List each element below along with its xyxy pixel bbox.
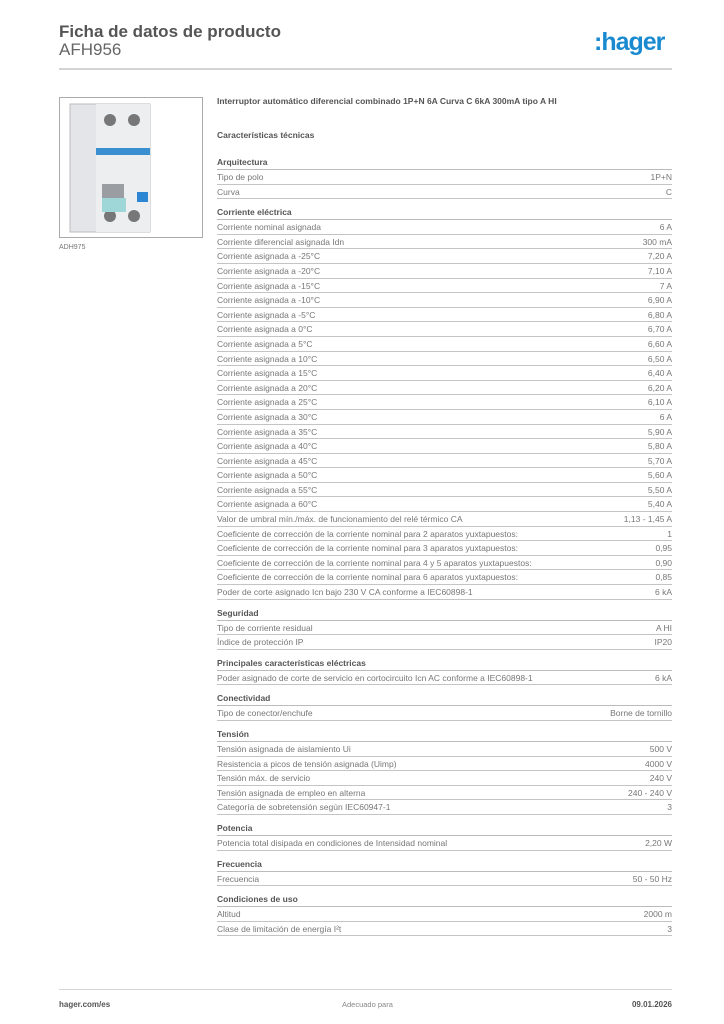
spec-row xyxy=(217,621,672,636)
spec-value: 3 xyxy=(667,923,672,934)
spec-row xyxy=(217,410,672,425)
spec-row xyxy=(217,337,672,352)
spec-label: Corriente asignada a 40°C xyxy=(217,441,318,452)
spec-content xyxy=(217,95,672,936)
spec-row xyxy=(217,585,672,600)
spec-row xyxy=(217,249,672,264)
spec-value: 300 mA xyxy=(642,236,672,247)
spec-row xyxy=(217,541,672,556)
header-divider xyxy=(59,68,672,70)
spec-section xyxy=(217,727,672,815)
spec-section xyxy=(217,656,672,686)
spec-row xyxy=(217,497,672,512)
footer-divider xyxy=(59,989,672,990)
spec-label: Valor de umbral mín./máx. de funcionamiento del relé térmico CA xyxy=(217,514,463,525)
page-title: Ficha de datos de producto xyxy=(59,22,281,41)
spec-section xyxy=(217,155,672,199)
spec-row xyxy=(217,308,672,323)
spec-value: 0,85 xyxy=(655,572,672,583)
spec-value: 5,80 A xyxy=(647,441,672,452)
spec-value: 2,20 W xyxy=(645,837,672,848)
spec-row xyxy=(217,439,672,454)
spec-label: Tipo de conector/enchufe xyxy=(217,708,313,719)
spec-section xyxy=(217,821,672,851)
spec-label: Tipo de corriente residual xyxy=(217,622,313,633)
spec-label: Coeficiente de corrección de la corriente nominal para 4 y 5 aparatos yuxtapuestos: xyxy=(217,557,532,568)
spec-row xyxy=(217,220,672,235)
spec-row xyxy=(217,742,672,757)
spec-section xyxy=(217,857,672,887)
footer-center: Adecuado para xyxy=(342,1000,393,1009)
section-title: Tensión xyxy=(217,727,672,742)
spec-value: 7,10 A xyxy=(647,265,672,276)
spec-label: Corriente asignada a 10°C xyxy=(217,353,318,364)
spec-value: 1P+N xyxy=(650,172,672,182)
spec-label: Corriente asignada a 35°C xyxy=(217,426,318,437)
section-title: Principales características eléctricas xyxy=(217,656,672,671)
hager-logo: :hager xyxy=(594,28,665,56)
section-title: Seguridad xyxy=(217,606,672,621)
spec-value: 7,20 A xyxy=(647,251,672,262)
spec-row xyxy=(217,235,672,250)
spec-label: Corriente nominal asignada xyxy=(217,222,321,233)
spec-label: Altitud xyxy=(217,909,241,920)
spec-row xyxy=(217,395,672,410)
spec-label: Coeficiente de corrección de la corriente nominal para 2 aparatos yuxtapuestos: xyxy=(217,528,518,539)
spec-value: 6,10 A xyxy=(647,397,672,408)
spec-row xyxy=(217,671,672,686)
spec-value: 4000 V xyxy=(645,758,672,769)
spec-label: Corriente asignada a 60°C xyxy=(217,499,318,510)
spec-value: 5,40 A xyxy=(647,499,672,510)
section-title: Frecuencia xyxy=(217,857,672,872)
spec-label: Corriente asignada a 45°C xyxy=(217,455,318,466)
image-caption: ADH975 xyxy=(59,244,86,251)
spec-row xyxy=(217,570,672,585)
spec-row xyxy=(217,468,672,483)
spec-value: 5,90 A xyxy=(647,426,672,437)
spec-row xyxy=(217,381,672,396)
spec-value: 6 A xyxy=(659,411,672,422)
spec-label: Clase de limitación de energía I²t xyxy=(217,923,342,934)
spec-label: Tensión máx. de servicio xyxy=(217,773,311,784)
spec-row xyxy=(217,454,672,469)
spec-label: Corriente diferencial asignada Idn xyxy=(217,236,345,247)
spec-label: Corriente asignada a 55°C xyxy=(217,484,318,495)
spec-label: Corriente asignada a 30°C xyxy=(217,411,318,422)
spec-label: Tensión asignada de empleo en alterna xyxy=(217,787,366,798)
spec-row xyxy=(217,293,672,308)
spec-value: 6,90 A xyxy=(647,295,672,306)
spec-value: 2000 m xyxy=(643,909,672,920)
spec-row xyxy=(217,527,672,542)
spec-row xyxy=(217,872,672,887)
spec-label: Corriente asignada a -10°C xyxy=(217,295,321,306)
spec-value: 500 V xyxy=(649,744,672,754)
spec-label: Tipo de polo xyxy=(217,172,264,182)
spec-value: 6 kA xyxy=(654,587,672,598)
spec-value: 6,20 A xyxy=(647,382,672,393)
spec-row xyxy=(217,907,672,922)
spec-row xyxy=(217,556,672,571)
spec-label: Corriente asignada a 25°C xyxy=(217,397,318,408)
spec-label: Poder de corte asignado Icn bajo 230 V CA conforme a IEC60898-1 xyxy=(217,587,473,598)
section-title: Conectividad xyxy=(217,691,672,706)
spec-value: 3 xyxy=(667,802,672,813)
spec-section xyxy=(217,892,672,936)
section-title: Arquitectura xyxy=(217,155,672,170)
spec-value: 240 - 240 V xyxy=(628,787,672,798)
spec-row xyxy=(217,483,672,498)
spec-value: C xyxy=(665,186,672,197)
spec-row xyxy=(217,635,672,650)
spec-row xyxy=(217,170,672,185)
spec-value: A HI xyxy=(655,622,672,633)
spec-row xyxy=(217,425,672,440)
section-title: Condiciones de uso xyxy=(217,892,672,907)
spec-label: Curva xyxy=(217,186,240,197)
spec-label: Frecuencia xyxy=(217,873,260,884)
spec-value: 6 kA xyxy=(654,672,672,683)
spec-value: 6,50 A xyxy=(647,353,672,364)
spec-value: 1 xyxy=(667,528,672,539)
spec-row xyxy=(217,771,672,786)
tech-title: Características técnicas xyxy=(217,130,315,140)
spec-label: Corriente asignada a 50°C xyxy=(217,470,318,481)
spec-row xyxy=(217,279,672,294)
spec-section xyxy=(217,205,672,599)
section-title: Potencia xyxy=(217,821,672,836)
spec-value: IP20 xyxy=(654,637,672,648)
spec-row xyxy=(217,757,672,772)
spec-value: 1,13 - 1,45 A xyxy=(623,514,672,525)
spec-row xyxy=(217,512,672,527)
spec-label: Corriente asignada a -15°C xyxy=(217,280,321,291)
spec-label: Corriente asignada a 20°C xyxy=(217,382,318,393)
spec-value: 7 A xyxy=(659,280,672,291)
spec-section xyxy=(217,691,672,721)
spec-value: Borne de tornillo xyxy=(610,708,672,719)
product-description: Interruptor automático diferencial combinado 1P+N 6A Curva C 6kA 300mA tipo A HI xyxy=(217,96,557,106)
spec-row xyxy=(217,800,672,815)
spec-label: Resistencia a picos de tensión asignada (Uimp) xyxy=(217,758,397,769)
spec-row xyxy=(217,264,672,279)
spec-label: Categoría de sobretensión según IEC60947-1 xyxy=(217,802,391,813)
spec-label: Corriente asignada a -25°C xyxy=(217,251,321,262)
spec-row xyxy=(217,352,672,367)
spec-row xyxy=(217,706,672,721)
product-code: AFH956 xyxy=(59,40,122,59)
spec-label: Corriente asignada a -5°C xyxy=(217,309,316,320)
product-image xyxy=(59,97,203,238)
spec-row xyxy=(217,922,672,937)
spec-row xyxy=(217,322,672,337)
footer-website: hager.com/es xyxy=(59,1000,111,1009)
spec-value: 6,80 A xyxy=(647,309,672,320)
spec-label: Corriente asignada a 0°C xyxy=(217,324,313,335)
section-title: Corriente eléctrica xyxy=(217,205,672,220)
spec-label: Potencia total disipada en condiciones de Intensidad nominal xyxy=(217,837,448,848)
spec-value: 6,60 A xyxy=(647,338,672,349)
footer-date: 09.01.2026 xyxy=(631,1000,672,1009)
spec-section xyxy=(217,606,672,650)
spec-value: 6,40 A xyxy=(647,368,672,379)
spec-value: 6,70 A xyxy=(647,324,672,335)
spec-label: Índice de protección IP xyxy=(217,637,304,648)
spec-value: 5,70 A xyxy=(647,455,672,466)
spec-label: Tensión asignada de aislamiento Ui xyxy=(217,744,351,754)
spec-label: Corriente asignada a 5°C xyxy=(217,338,313,349)
spec-value: 5,50 A xyxy=(647,484,672,495)
spec-label: Coeficiente de corrección de la corriente nominal para 6 aparatos yuxtapuestos: xyxy=(217,572,518,583)
spec-row xyxy=(217,366,672,381)
spec-row xyxy=(217,786,672,801)
spec-value: 50 - 50 Hz xyxy=(632,873,672,884)
spec-value: 5,60 A xyxy=(647,470,672,481)
spec-value: 0,95 xyxy=(655,543,672,554)
spec-value: 0,90 xyxy=(655,557,672,568)
spec-label: Coeficiente de corrección de la corriente nominal para 3 aparatos yuxtapuestos: xyxy=(217,543,518,554)
spec-label: Corriente asignada a 15°C xyxy=(217,368,318,379)
spec-sections xyxy=(217,155,672,936)
spec-row xyxy=(217,185,672,200)
spec-row xyxy=(217,836,672,851)
spec-value: 240 V xyxy=(649,773,672,784)
spec-label: Corriente asignada a -20°C xyxy=(217,265,321,276)
spec-label: Poder asignado de corte de servicio en cortocircuito Icn AC conforme a IEC60898-1 xyxy=(217,672,533,683)
spec-value: 6 A xyxy=(659,222,672,233)
